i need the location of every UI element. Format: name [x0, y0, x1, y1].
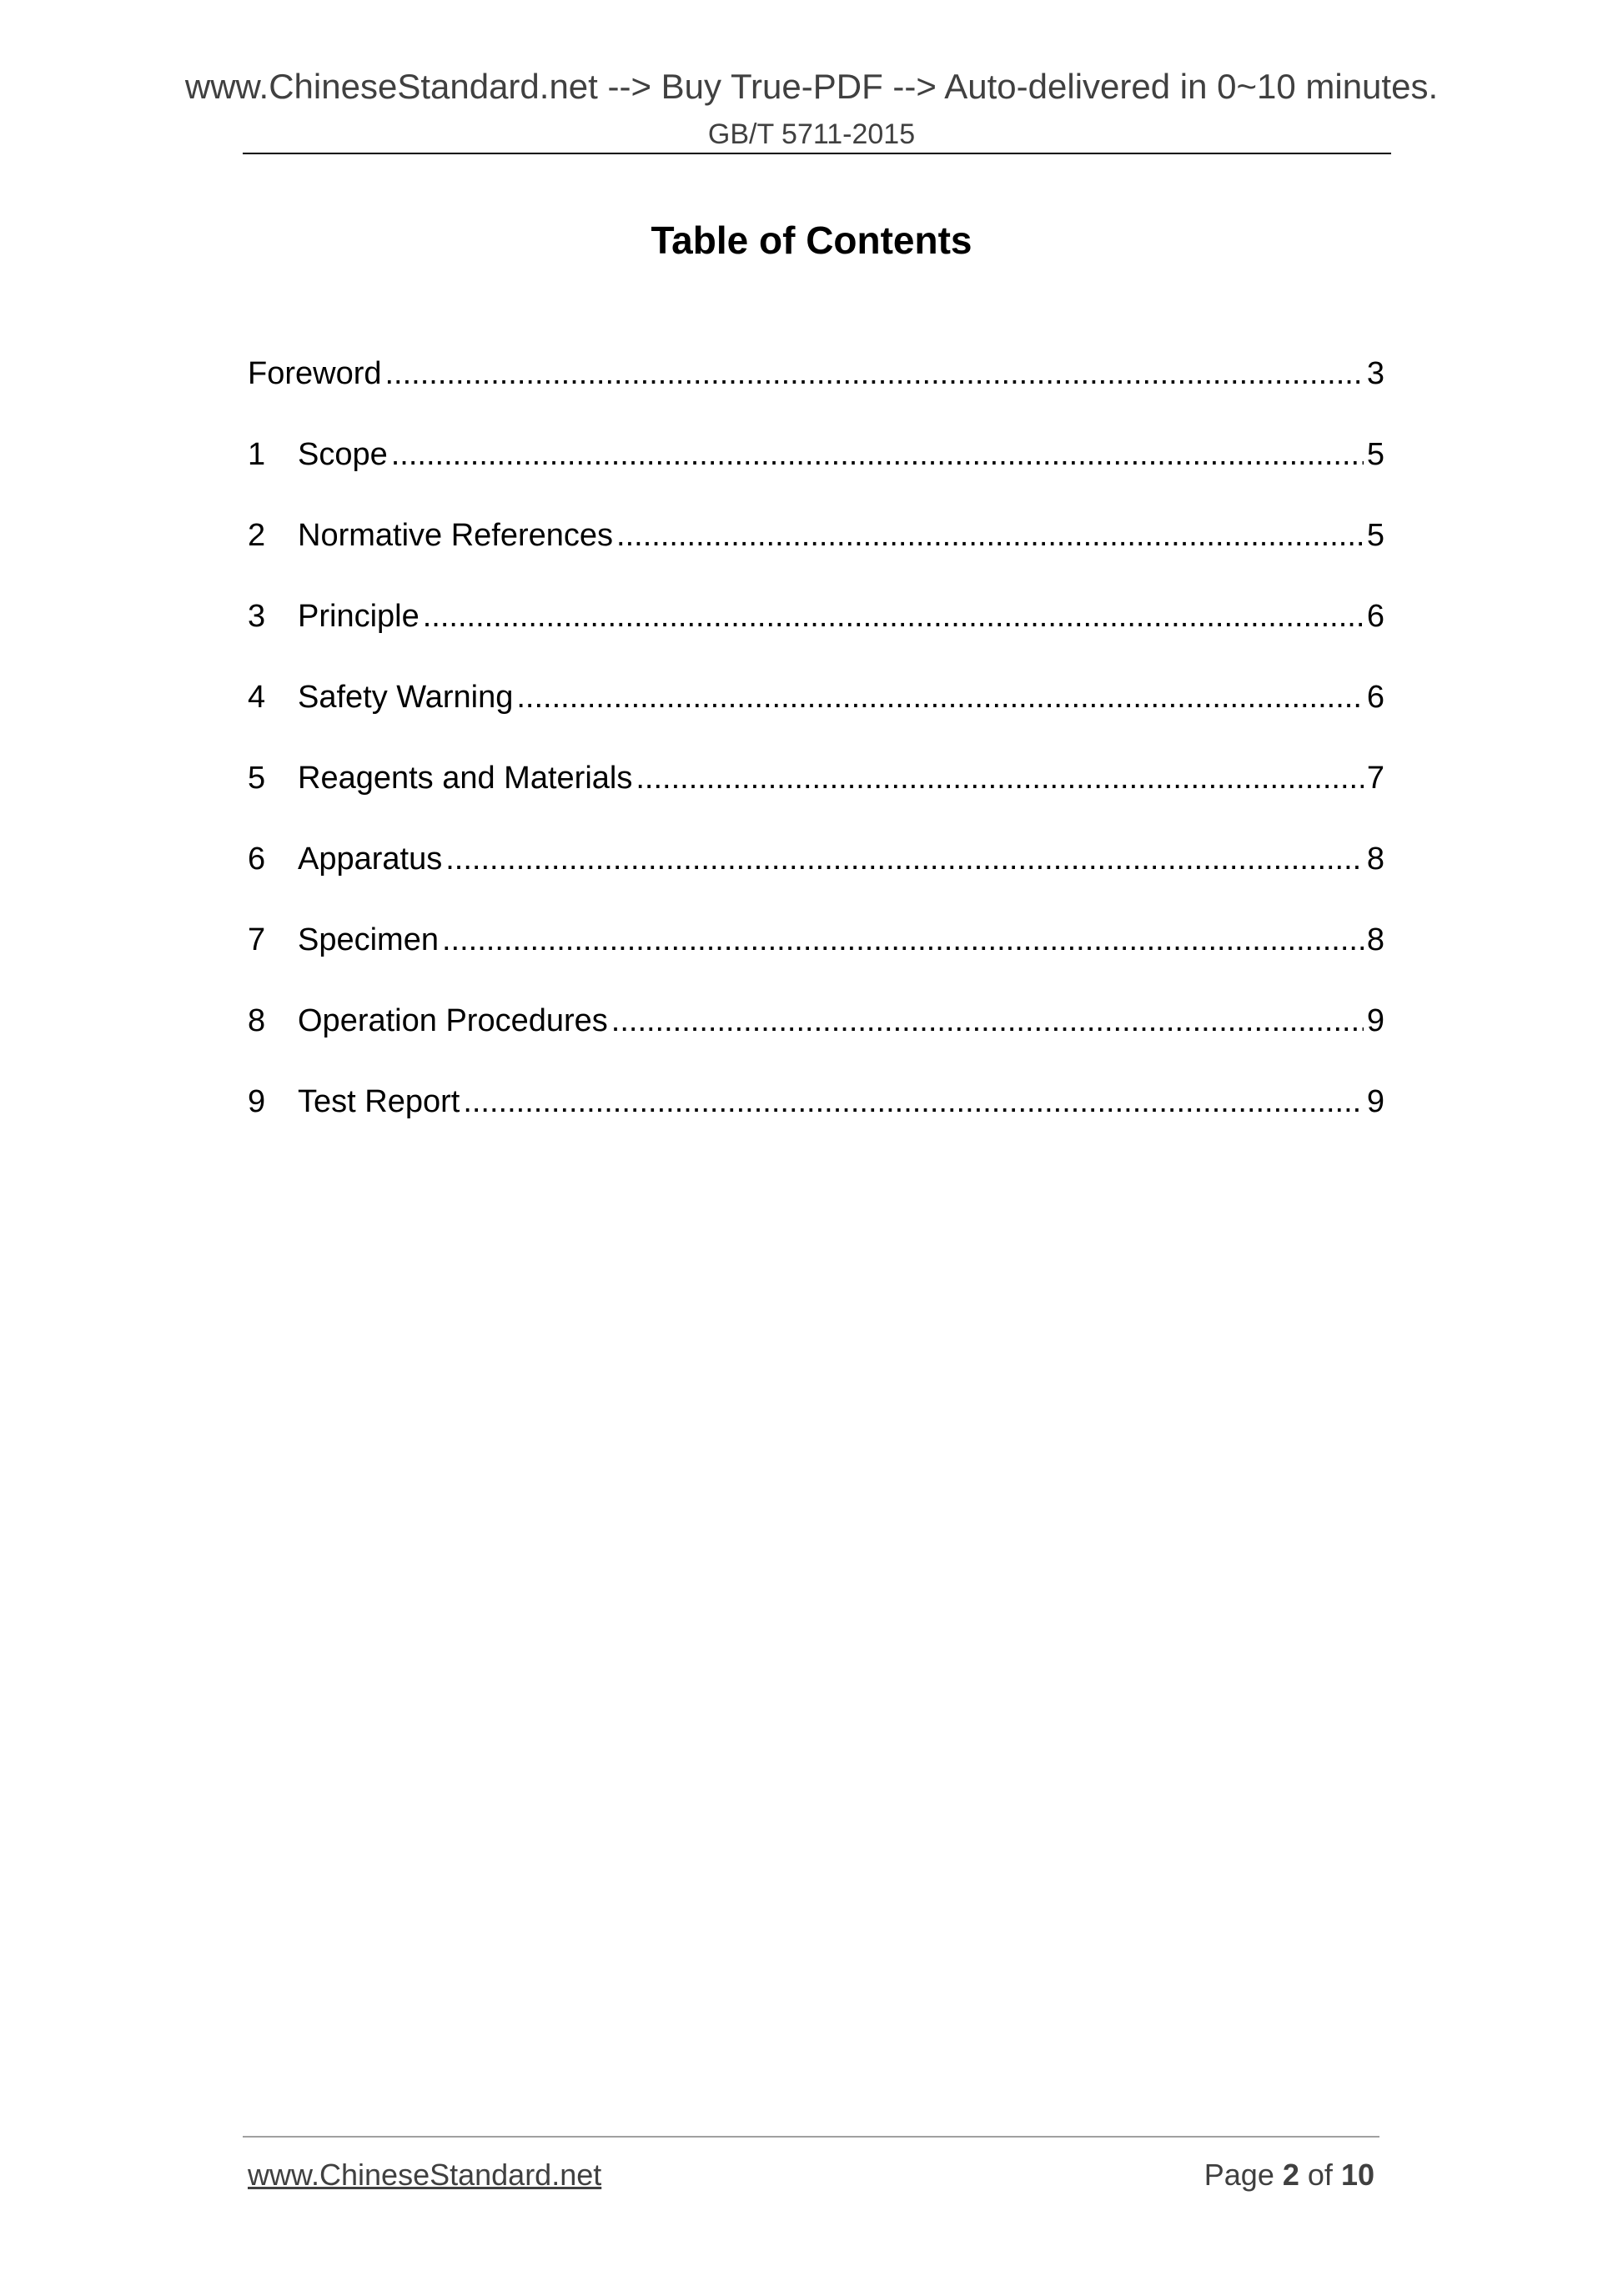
toc-entry-foreword[interactable]: [248, 350, 1384, 431]
toc-dot-leader: [442, 917, 1364, 963]
toc-entry-number: 2: [248, 518, 266, 553]
document-number: GB/T 5711-2015: [707, 118, 916, 150]
toc-dot-leader: [516, 674, 1363, 721]
toc-entry-label: Foreword: [248, 356, 382, 391]
toc-entry-page: 5: [1366, 518, 1384, 553]
toc-entry-page: 5: [1366, 437, 1384, 472]
toc-entry-normative-references[interactable]: [248, 512, 1384, 593]
toc-entry-scope[interactable]: [248, 431, 1384, 512]
toc-entry-principle[interactable]: [248, 593, 1384, 674]
toc-entry-label: Test Report: [298, 1084, 460, 1119]
toc-entry-page: 6: [1366, 599, 1384, 634]
toc-entry-number: 1: [248, 437, 266, 472]
header-divider: [243, 153, 1391, 154]
toc-dot-leader: [423, 593, 1364, 640]
toc-dot-leader: [636, 755, 1364, 801]
header-banner: www.ChineseStandard.net --> Buy True-PDF --> Auto-delivered in 0~10 minutes.: [184, 67, 1439, 106]
toc-entry-label: Principle: [298, 599, 420, 634]
toc-entry-number: 5: [248, 761, 266, 796]
toc-entry-reagents-and-materials[interactable]: [248, 755, 1384, 836]
toc-entry-label: Specimen: [298, 922, 439, 957]
toc-entry-number: 7: [248, 922, 266, 957]
toc-entry-label: Normative References: [298, 518, 614, 553]
toc-entry-page: 7: [1366, 761, 1384, 796]
total-pages: 10: [1340, 2158, 1374, 2192]
page-prefix: Page: [1203, 2158, 1274, 2192]
page-indicator: [1204, 2157, 1374, 2193]
toc-entry-label: Operation Procedures: [298, 1003, 608, 1038]
toc-entry-label: Scope: [298, 437, 388, 472]
toc-entry-page: 9: [1366, 1003, 1384, 1038]
toc-entry-number: 4: [248, 680, 266, 715]
toc-list: [248, 350, 1384, 1159]
toc-entry-page: 6: [1366, 680, 1384, 715]
toc-entry-page: 9: [1366, 1084, 1384, 1119]
toc-entry-label: Safety Warning: [298, 680, 514, 715]
page-of: of: [1307, 2158, 1333, 2192]
toc-dot-leader: [616, 512, 1364, 559]
current-page-number: 2: [1282, 2158, 1299, 2192]
toc-dot-leader: [391, 431, 1364, 478]
toc-entry-label: Reagents and Materials: [298, 761, 633, 796]
toc-dot-leader: [611, 997, 1364, 1044]
toc-entry-page: 3: [1366, 356, 1384, 391]
toc-entry-safety-warning[interactable]: [248, 674, 1384, 755]
toc-dot-leader: [463, 1078, 1364, 1125]
toc-entry-page: 8: [1366, 922, 1384, 957]
footer-divider: [243, 2136, 1379, 2138]
toc-entry-apparatus[interactable]: [248, 836, 1384, 917]
toc-entry-number: 8: [248, 1003, 266, 1038]
footer-site-link[interactable]: www.ChineseStandard.net: [248, 2158, 602, 2192]
toc-entry-operation-procedures[interactable]: [248, 997, 1384, 1078]
toc-entry-number: 3: [248, 599, 266, 634]
toc-dot-leader: [385, 350, 1364, 397]
toc-dot-leader: [445, 836, 1364, 882]
toc-entry-number: 9: [248, 1084, 266, 1119]
toc-entry-number: 6: [248, 842, 266, 877]
toc-entry-page: 8: [1366, 842, 1384, 877]
toc-entry-test-report[interactable]: [248, 1078, 1384, 1159]
toc-title: Table of Contents: [651, 219, 972, 262]
toc-entry-specimen[interactable]: [248, 917, 1384, 997]
toc-entry-label: Apparatus: [298, 842, 443, 877]
